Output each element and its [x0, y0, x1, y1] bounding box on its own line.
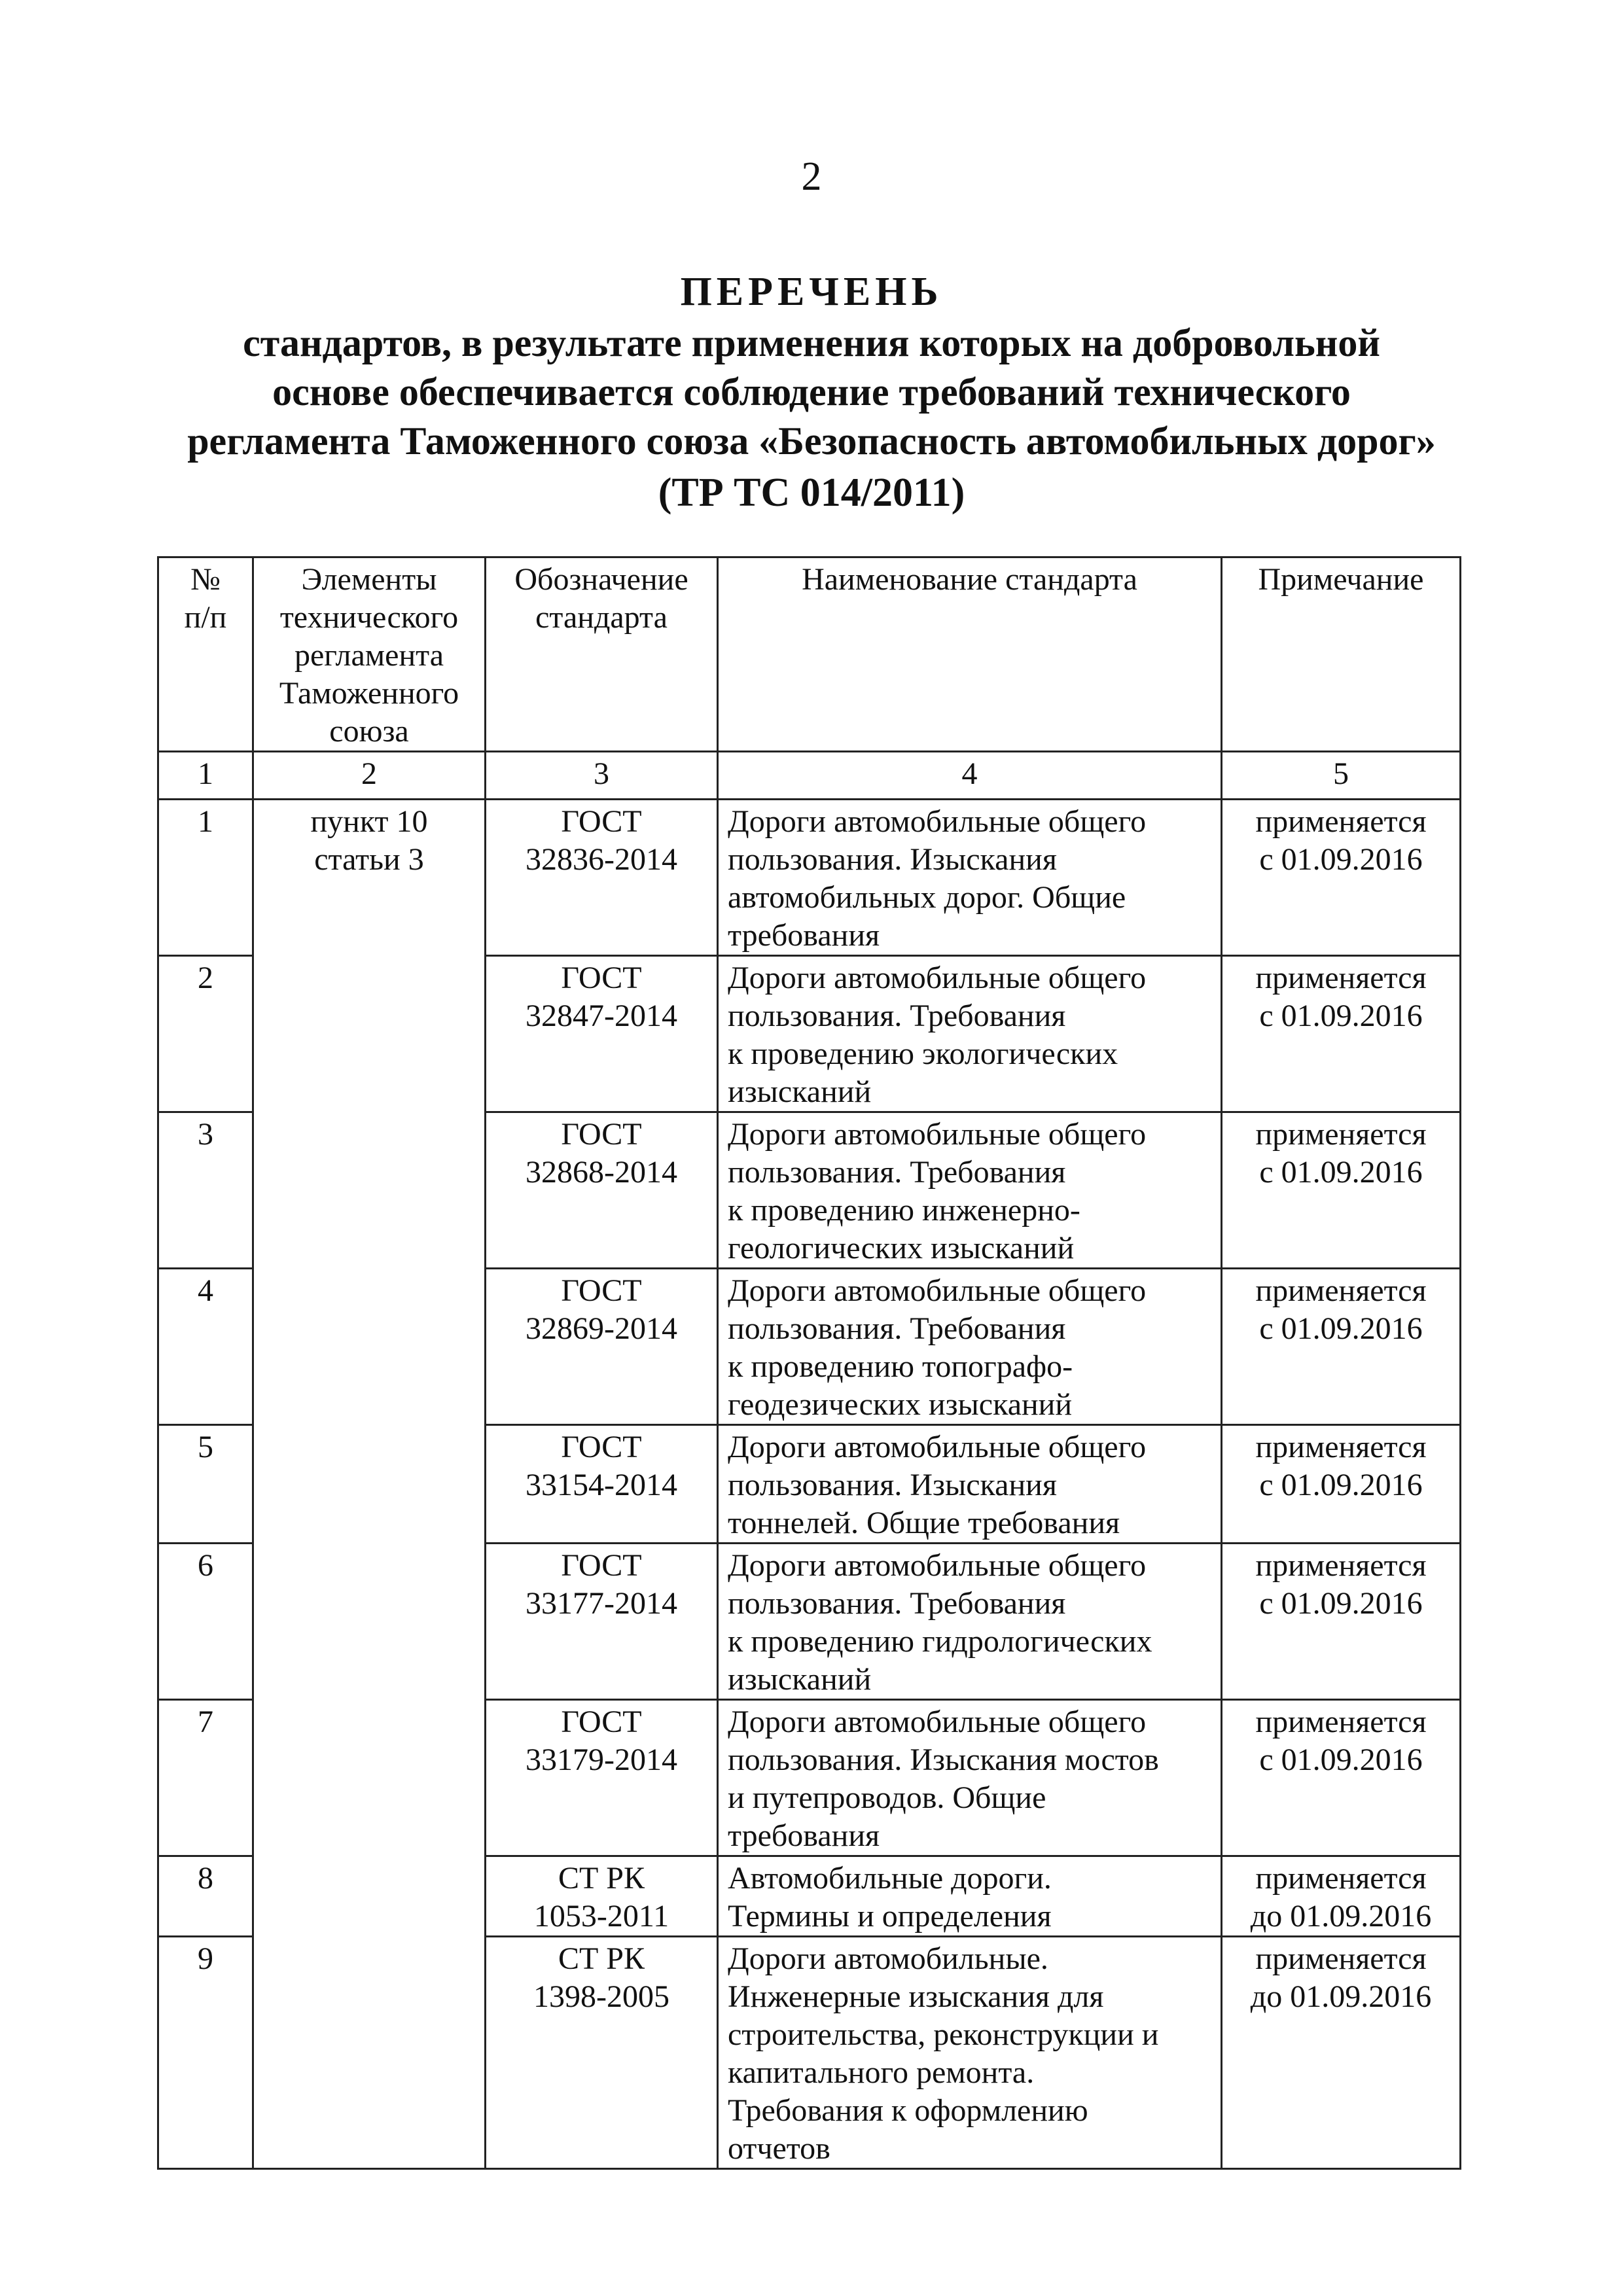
standard-designation	[486, 1544, 718, 1700]
standard-note-line: с 01.09.2016	[1259, 1586, 1423, 1621]
standard-note	[1222, 1269, 1461, 1425]
header-num	[158, 557, 253, 752]
standard-name-line: и путепроводов. Общие	[728, 1780, 1046, 1815]
standard-name-line: отчетов	[728, 2131, 830, 2166]
header-text-line: Обозначение	[514, 562, 688, 597]
standard-designation	[486, 800, 718, 956]
header-text-line: стандарта	[535, 600, 668, 635]
standard-designation-line: ГОСТ	[561, 961, 642, 995]
standard-designation	[486, 956, 718, 1112]
row-number: 3	[158, 1112, 253, 1269]
standard-name	[718, 1700, 1222, 1856]
standard-name-line: Дороги автомобильные общего	[728, 804, 1147, 839]
table-row	[158, 800, 1461, 956]
column-number: 2	[253, 752, 486, 800]
standard-designation-line: 1053-2011	[533, 1899, 669, 1934]
standard-name-line: Дороги автомобильные общего	[728, 1548, 1147, 1583]
row-number: 6	[158, 1544, 253, 1700]
row-number: 4	[158, 1269, 253, 1425]
column-number: 3	[486, 752, 718, 800]
standards-table-body	[158, 557, 1461, 2169]
standard-note	[1222, 1425, 1461, 1544]
standard-designation	[486, 1269, 718, 1425]
standard-note-line: с 01.09.2016	[1259, 998, 1423, 1033]
standard-name-line: строительства, реконструкции и	[728, 2017, 1159, 2052]
standard-designation-line: ГОСТ	[561, 1430, 642, 1464]
column-number-row	[158, 752, 1461, 800]
standard-name-line: пользования. Требования	[728, 998, 1066, 1033]
header-text-line: Примечание	[1258, 562, 1424, 597]
row-number: 5	[158, 1425, 253, 1544]
standard-note-line: с 01.09.2016	[1259, 842, 1423, 877]
standard-note-line: применяется	[1255, 961, 1427, 995]
standard-note	[1222, 800, 1461, 956]
header-text-line: технического	[279, 600, 459, 635]
standard-note-line: применяется	[1255, 1941, 1427, 1976]
standard-name-line: пользования. Изыскания	[728, 1468, 1057, 1502]
standard-name-line: к проведению гидрологических	[728, 1624, 1152, 1659]
standard-note-line: применяется	[1255, 1704, 1427, 1739]
standard-name-line: геологических изысканий	[728, 1231, 1075, 1265]
standard-name-line: Дороги автомобильные общего	[728, 961, 1147, 995]
standard-name-line: к проведению экологических	[728, 1036, 1118, 1071]
document-title	[118, 265, 1505, 520]
standard-note	[1222, 1856, 1461, 1937]
standard-name-line: автомобильных дорог. Общие	[728, 880, 1126, 915]
standard-designation-line: 1398-2005	[533, 1979, 669, 2014]
header-text-line: Наименование стандарта	[802, 562, 1137, 597]
standard-name	[718, 956, 1222, 1112]
standard-name-line: Дороги автомобильные общего	[728, 1704, 1147, 1739]
standard-note-line: с 01.09.2016	[1259, 1155, 1423, 1190]
row-number: 7	[158, 1700, 253, 1856]
standard-designation-line: ГОСТ	[561, 1273, 642, 1308]
standard-name	[718, 1269, 1222, 1425]
standard-name-line: Автомобильные дороги.	[728, 1861, 1052, 1896]
standard-designation-line: 32868-2014	[526, 1155, 677, 1190]
standard-designation	[486, 1112, 718, 1269]
standard-name-line: Дороги автомобильные.	[728, 1941, 1048, 1976]
standard-name	[718, 800, 1222, 956]
standard-name-line: требования	[728, 1818, 880, 1853]
element-reference	[253, 800, 486, 2169]
standard-name-line: изысканий	[728, 1662, 872, 1697]
title-main: ПЕРЕЧЕНЬ	[680, 270, 943, 314]
header-text-line: союза	[329, 714, 409, 749]
row-number: 8	[158, 1856, 253, 1937]
standard-name-line: к проведению топографо-	[728, 1349, 1073, 1384]
header-elements	[253, 557, 486, 752]
title-subtitle-line: регламента Таможенного союза «Безопасность автомобильных дорог»	[187, 419, 1436, 463]
row-number: 2	[158, 956, 253, 1112]
standard-designation-line: 33179-2014	[526, 1742, 677, 1777]
standard-name	[718, 1112, 1222, 1269]
standard-name-line: Дороги автомобильные общего	[728, 1430, 1147, 1464]
header-designation	[486, 557, 718, 752]
standard-name	[718, 1856, 1222, 1937]
standard-note	[1222, 1112, 1461, 1269]
row-number: 9	[158, 1937, 253, 2169]
standard-designation-line: ГОСТ	[561, 1548, 642, 1583]
standard-name-line: геодезических изысканий	[728, 1387, 1073, 1422]
standard-note-line: применяется	[1255, 1861, 1427, 1896]
standard-name-line: пользования. Требования	[728, 1586, 1066, 1621]
title-subtitle-line: основе обеспечивается соблюдение требований технического	[272, 370, 1351, 414]
standard-note	[1222, 956, 1461, 1112]
standard-name-line: Дороги автомобильные общего	[728, 1117, 1147, 1152]
standard-designation	[486, 1937, 718, 2169]
header-text-line: регламента	[294, 638, 444, 673]
standard-note	[1222, 1700, 1461, 1856]
standard-name-line: требования	[728, 918, 880, 953]
standard-note-line: применяется	[1255, 1117, 1427, 1152]
header-note	[1222, 557, 1461, 752]
standard-note-line: применяется	[1255, 1273, 1427, 1308]
row-number: 1	[158, 800, 253, 956]
standard-note-line: применяется	[1255, 1548, 1427, 1583]
element-reference-line: статьи 3	[314, 842, 424, 877]
standard-designation-line: ГОСТ	[561, 1704, 642, 1739]
header-text-line: п/п	[184, 600, 227, 635]
standard-name-line: пользования. Требования	[728, 1311, 1066, 1346]
standard-designation-line: 32869-2014	[526, 1311, 677, 1346]
column-number: 1	[158, 752, 253, 800]
standard-note-line: до 01.09.2016	[1250, 1979, 1432, 2014]
standard-name	[718, 1937, 1222, 2169]
standard-designation	[486, 1856, 718, 1937]
column-number: 5	[1222, 752, 1461, 800]
standard-name-line: тоннелей. Общие требования	[728, 1506, 1120, 1540]
header-text-line: №	[190, 562, 221, 597]
standard-name-line: Дороги автомобильные общего	[728, 1273, 1147, 1308]
header-text-line: Элементы	[301, 562, 437, 597]
standard-note-line: применяется	[1255, 1430, 1427, 1464]
standard-designation-line: СТ РК	[558, 1941, 645, 1976]
standards-table	[157, 556, 1461, 2170]
standard-designation-line: СТ РК	[558, 1861, 645, 1896]
standard-name	[718, 1544, 1222, 1700]
standard-name	[718, 1425, 1222, 1544]
standard-designation	[486, 1700, 718, 1856]
header-standard-name	[718, 557, 1222, 752]
standard-name-line: Термины и определения	[728, 1899, 1052, 1934]
page-number: 2	[801, 154, 822, 199]
element-reference-line: пункт 10	[310, 804, 428, 839]
title-regulation-code: (ТР ТС 014/2011)	[658, 470, 965, 515]
standard-name-line: капитального ремонта.	[728, 2055, 1035, 2090]
standard-designation	[486, 1425, 718, 1544]
standard-note-line: применяется	[1255, 804, 1427, 839]
standard-name-line: изысканий	[728, 1074, 872, 1109]
standard-name-line: пользования. Изыскания мостов	[728, 1742, 1159, 1777]
table-header-row	[158, 557, 1461, 752]
standard-designation-line: ГОСТ	[561, 1117, 642, 1152]
standard-name-line: Инженерные изыскания для	[728, 1979, 1104, 2014]
standard-note-line: до 01.09.2016	[1250, 1899, 1432, 1934]
standard-name-line: к проведению инженерно-	[728, 1193, 1080, 1227]
title-subtitle-line: стандартов, в результате применения которых на добровольной	[243, 321, 1380, 364]
standard-note-line: с 01.09.2016	[1259, 1311, 1423, 1346]
standard-note	[1222, 1544, 1461, 1700]
standard-designation-line: ГОСТ	[561, 804, 642, 839]
standard-designation-line: 33154-2014	[526, 1468, 677, 1502]
standard-designation-line: 33177-2014	[526, 1586, 677, 1621]
standard-designation-line: 32836-2014	[526, 842, 677, 877]
standard-note-line: с 01.09.2016	[1259, 1742, 1423, 1777]
standard-name-line: Требования к оформлению	[728, 2093, 1088, 2128]
standard-note	[1222, 1937, 1461, 2169]
column-number: 4	[718, 752, 1222, 800]
standard-name-line: пользования. Требования	[728, 1155, 1066, 1190]
standard-name-line: пользования. Изыскания	[728, 842, 1057, 877]
header-text-line: Таможенного	[279, 676, 459, 711]
standard-note-line: с 01.09.2016	[1259, 1468, 1423, 1502]
standard-designation-line: 32847-2014	[526, 998, 677, 1033]
